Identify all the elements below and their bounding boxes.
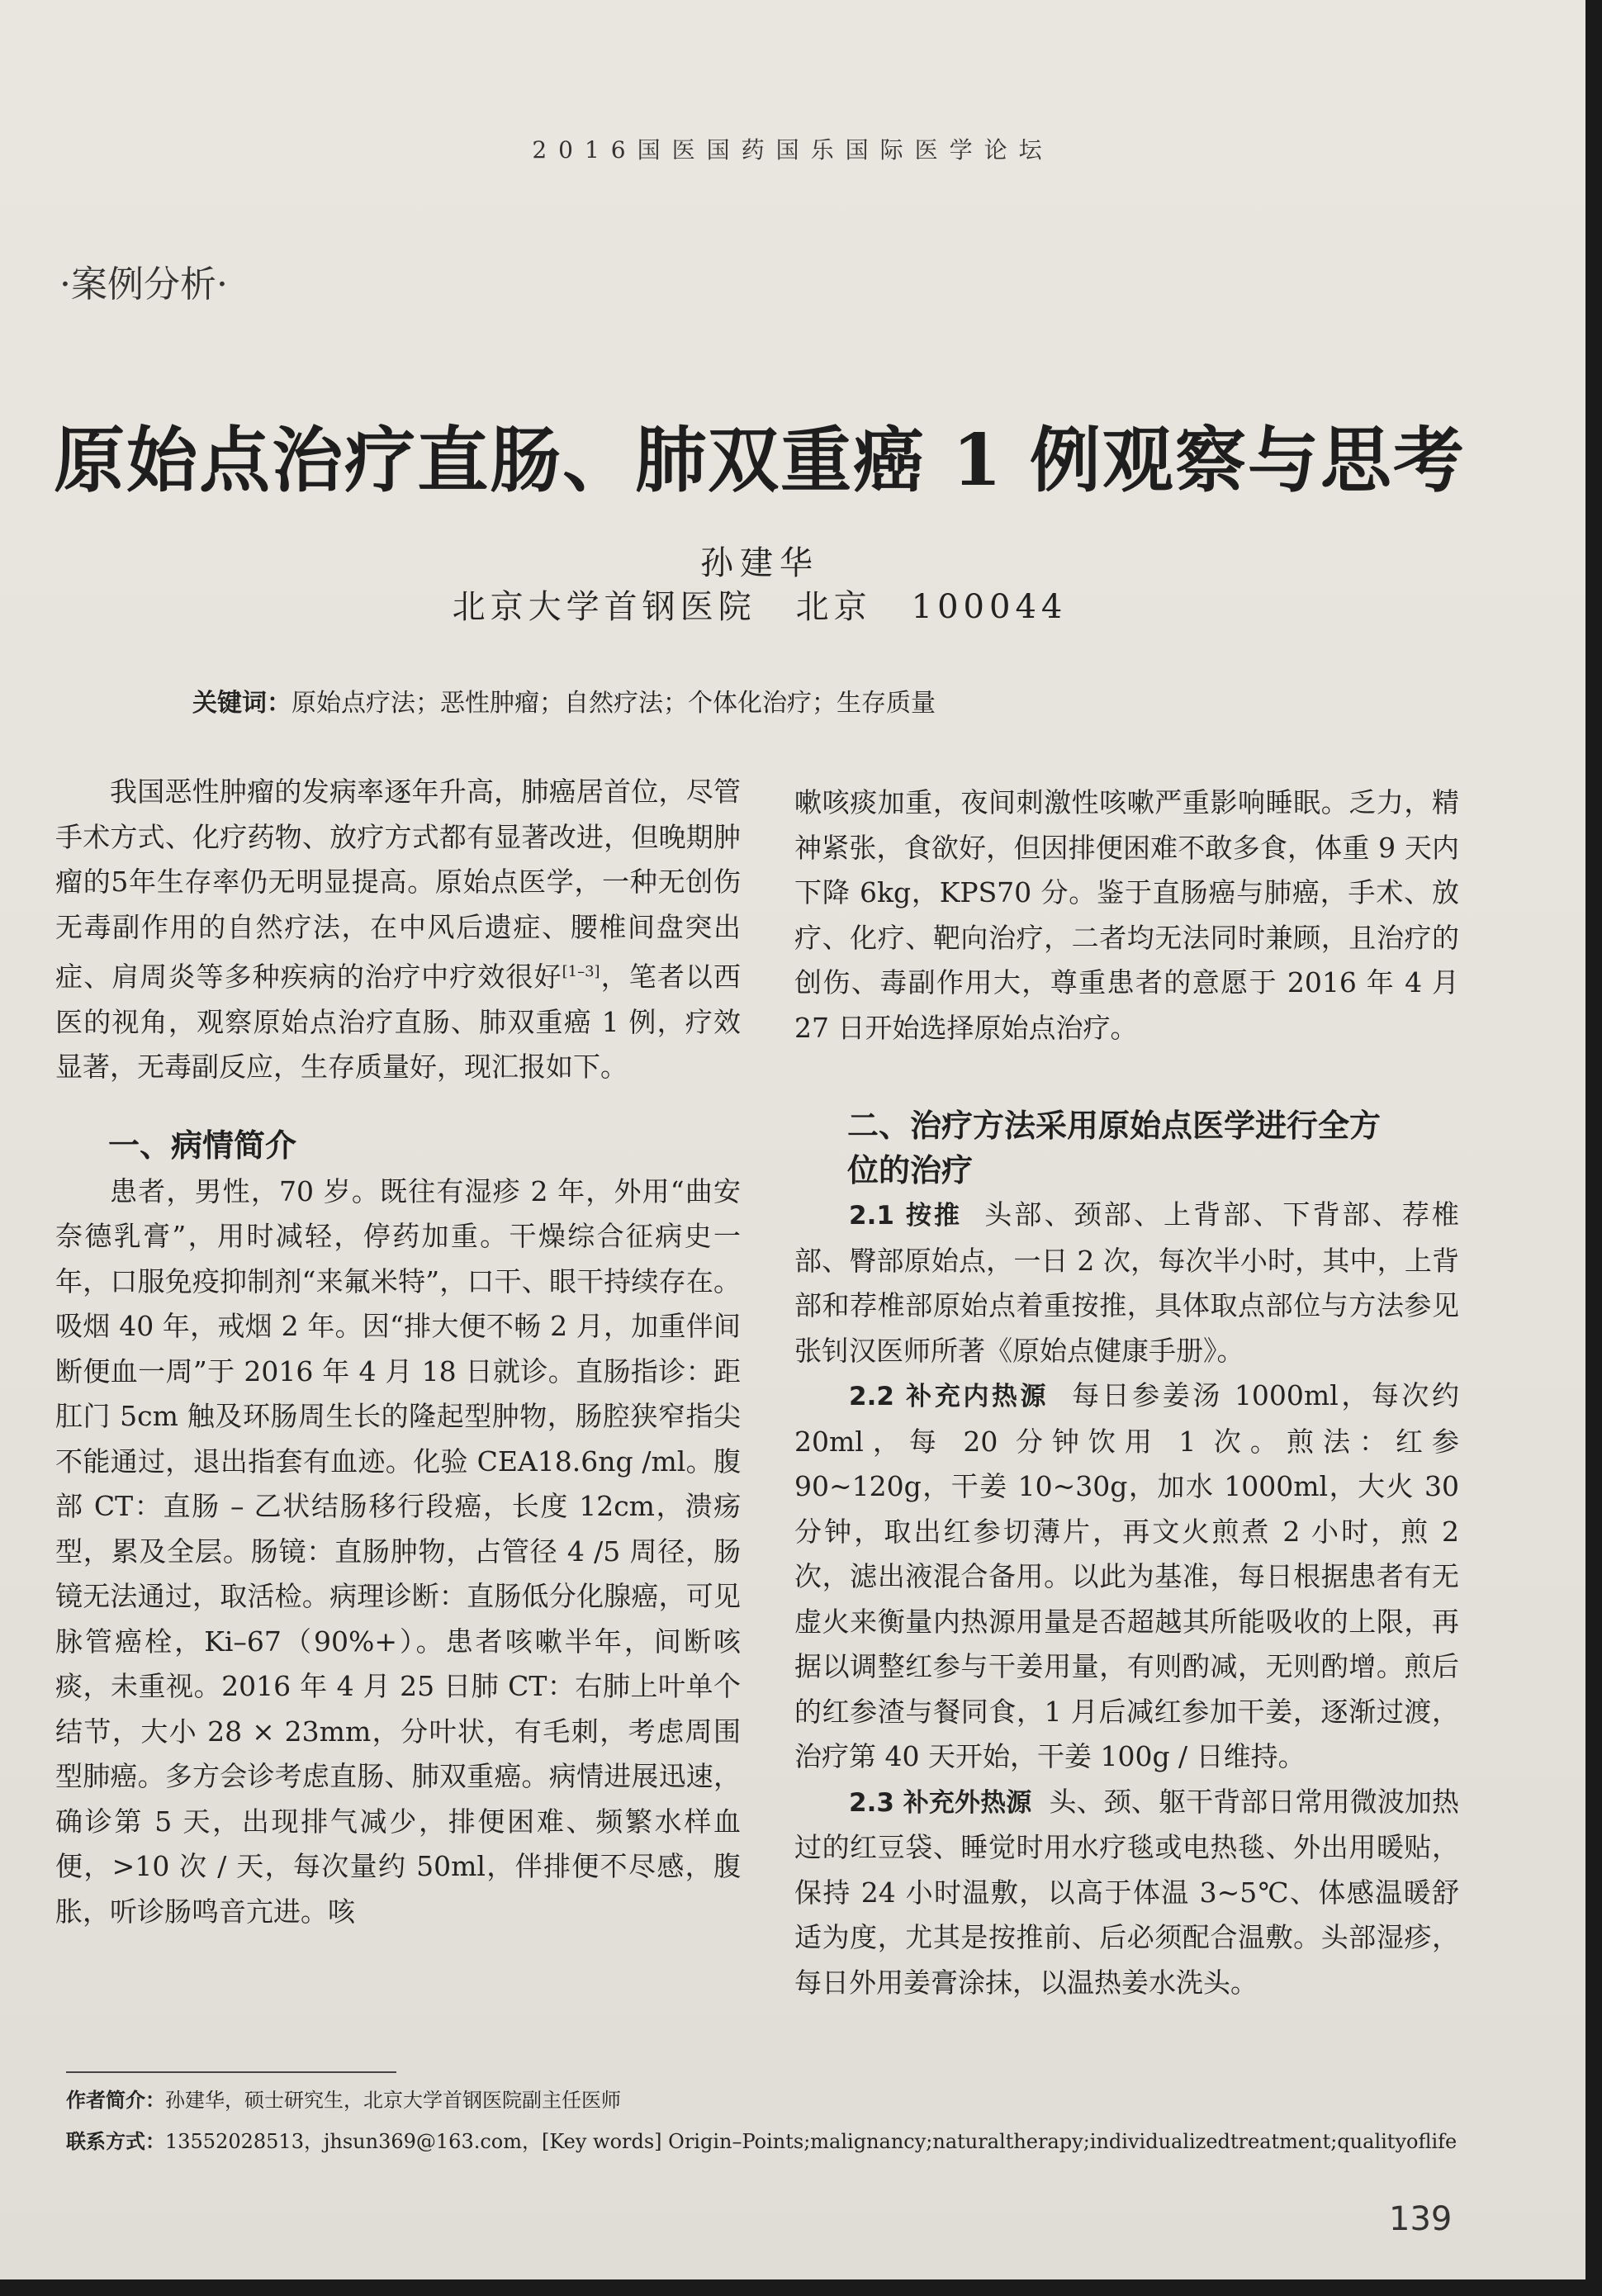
subsection-2-2-text: 每日参姜汤 1000ml，每次约 20ml，每 20 分钟饮用 1 次。煎法：红参 90~120g，干姜 10~30g，加水 1000ml，大火 30 分钟，取出红参切薄片，再文火煎煮 2 小时，煎 2 次，滤出液混合备用。以此为基准，每日根据患者有无虚火来衡量内热源用量是否超越其所能吸收的上限，再据以调整红参与干姜用量，有则酌减，无则酌增。煎后的红参渣与餐同食，1 月后减红参加干姜，逐渐过渡，治疗第 40 天开始，干姜 100g / 日维持。 — [794, 1379, 1459, 1772]
contact-footnote — [66, 2125, 1457, 2154]
section2-heading-line1: 二、治疗方法采用原始点医学进行全方 — [847, 1108, 1382, 1144]
keywords-text: 原始点疗法；恶性肿瘤；自然疗法；个体化治疗；生存质量 — [291, 689, 936, 718]
article-title: 原始点治疗直肠、肺双重癌 1 例观察与思考 — [54, 419, 1466, 502]
affiliation-city: 北京 — [795, 588, 872, 626]
footnote-rule — [66, 2071, 396, 2073]
section-tag: ·案例分析· — [59, 263, 228, 306]
subsection-2-1-text: 头部、颈部、上背部、下背部、荐椎部、臀部原始点，一日 2 次，每次半小时，其中，上背部和荐椎部原始点着重按推，具体取点部位与方法参见张钊汉医师所著《原始点健康手册》。 — [794, 1198, 1460, 1367]
subsection-2-3-label: 2.3 补充外热源 — [849, 1787, 1032, 1818]
author-bio-text: 孙建华，硕士研究生，北京大学首钢医院副主任医师 — [165, 2089, 621, 2112]
section2-heading — [794, 1103, 1459, 1193]
keywords-label: 关键词： — [192, 689, 291, 718]
affiliation — [0, 581, 1519, 628]
contact-label: 联系方式： — [66, 2130, 165, 2153]
journal-header: 2016国医国药国乐国际医学论坛 — [532, 136, 1054, 164]
section2-heading-line2: 位的治疗 — [847, 1152, 974, 1188]
subsection-2-3-text: 头、颈、躯干背部日常用微波加热过的红豆袋、睡觉时用水疗毯或电热毯、外出用暖贴，保持 24 小时温敷，以高于体温 3~5℃、体感温暖舒适为度，尤其是按推前、后必须配合温敷。头部湿疹，每日外用姜膏涂抹，以温热姜水洗头。 — [794, 1785, 1460, 1999]
section1-paragraph-continued: 嗽咳痰加重，夜间刺激性咳嗽严重影响睡眠。乏力，精神紧张，食欲好，但因排便困难不敢多食，体重 9 天内下降 6kg，KPS70 分。鉴于直肠癌与肺癌，手术、放疗、化疗、靶向治疗，二者均无法同时兼顾，且治疗的创伤、毒副作用大，尊重患者的意愿于 2016 年 4 月 27 日开始选择原始点治疗。 — [794, 786, 1459, 1044]
subsection-2-3 — [794, 1780, 1459, 2006]
author-name: 孙建华 — [700, 544, 819, 582]
contact-text: 13552028513，jhsun369@163.com，[Key words] Origin–Points;malignancy;naturaltherapy;individualizedtreatment;qualityoflife — [165, 2130, 1457, 2153]
section1-heading: 一、病情简介 — [108, 1127, 297, 1164]
subsection-2-1-label: 2.1 按推 — [849, 1201, 963, 1231]
keywords — [192, 682, 936, 719]
intro-reference: [1–3] — [562, 963, 600, 980]
subsection-2-1 — [794, 1193, 1459, 1373]
author-bio-label: 作者简介： — [66, 2089, 165, 2112]
subsection-2-2 — [794, 1373, 1459, 1780]
author-bio-footnote — [66, 2084, 621, 2113]
intro-paragraph — [55, 770, 741, 1090]
intro-text-a: 我国恶性肿瘤的发病率逐年升高，肺癌居首位，尽管手术方式、化疗药物、放疗方式都有显著改进，但晚期肿瘤的5年生存率仍无明显提高。原始点医学，一种无创伤无毒副作用的自然疗法，在中风后遗症、腰椎间盘突出症、肩周炎等多种疾病的治疗中疗效很好 — [55, 776, 741, 993]
affiliation-postcode: 100044 — [911, 588, 1068, 626]
page-number: 139 — [1389, 2200, 1453, 2238]
right-column — [794, 780, 1459, 2005]
left-column — [55, 770, 741, 1934]
intro-text-b: ，笔者以西医的视角，观察原始点治疗直肠、肺双重癌 1 例，疗效显著，无毒副反应，生存质量好，现汇报如下。 — [55, 961, 742, 1083]
section1-paragraph: 患者，男性，70 岁。既往有湿疹 2 年，外用“曲安奈德乳膏”，用时减轻，停药加重。干燥综合征病史一年，口服免疫抑制剂“来氟米特”，口干、眼干持续存在。吸烟 40 年，戒烟 2 年。因“排大便不畅 2 月，加重伴间断便血一周”于 2016 年 4 月 18 日就诊。直肠指诊：距肛门 5cm 触及环肠周生长的隆起型肿物，肠腔狭窄指尖不能通过，退出指套有血迹。化验 CEA18.6ng /ml。腹部 CT：直肠 – 乙状结肠移行段癌，长度 12cm，溃疡型，累及全层。肠镜：直肠肿物，占管径 4 /5 周径，肠镜无法通过，取活检。病理诊断：直肠低分化腺癌，可见脉管癌栓，Ki–67（90%+）。患者咳嗽半年，间断咳痰，未重视。2016 年 4 月 25 日肺 CT：右肺上叶单个结节，大小 28 × 23mm，分叶状，有毛刺，考虑周围型肺癌。多方会诊考虑直肠、肺双重癌。病情进展迅速，确诊第 5 天，出现排气减少，排便困难、频繁水样血便，>10 次 / 天，每次量约 50ml，伴排便不尽感，腹胀，听诊肠鸣音亢进。咳 — [55, 1174, 741, 1928]
subsection-2-2-label: 2.2 补充内热源 — [849, 1382, 1050, 1411]
affiliation-institution: 北京大学首钢医院 — [452, 588, 756, 626]
